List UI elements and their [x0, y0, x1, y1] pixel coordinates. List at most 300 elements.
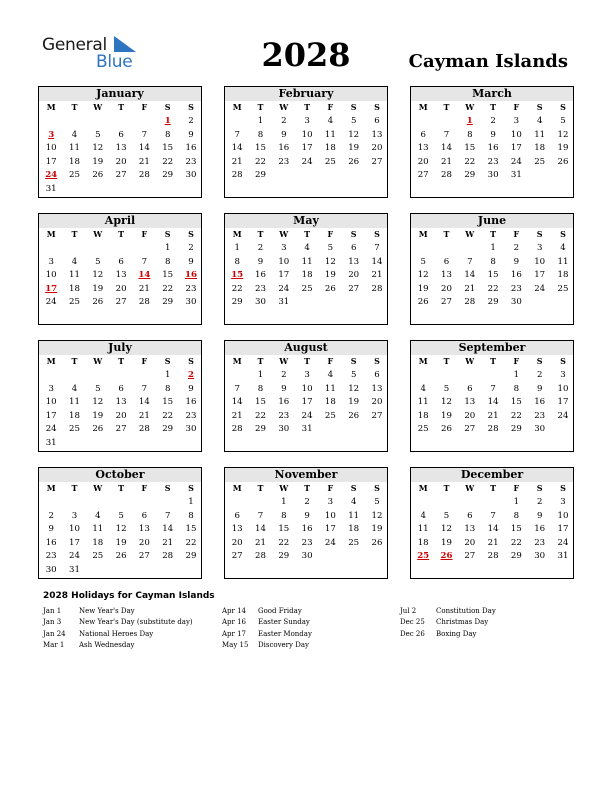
day-cell: 21	[371, 270, 383, 281]
day-cell: 7	[257, 510, 264, 521]
day-cell: 13	[138, 524, 150, 535]
day-cell: 6	[141, 510, 148, 521]
weekday-header: S	[164, 483, 171, 493]
day-cell: 11	[301, 256, 313, 267]
day-cell: 24	[69, 551, 80, 562]
day-cell: 27	[371, 410, 383, 421]
day-cell: 28	[231, 170, 243, 181]
day-cell: 23	[534, 537, 546, 548]
day-cell: 17	[69, 537, 80, 548]
day-cell: 21	[138, 283, 150, 294]
weekday-header-row	[39, 228, 201, 240]
day-cell: 3	[281, 243, 287, 253]
day-cell: 10	[324, 510, 336, 521]
day-cell: 27	[464, 551, 476, 562]
month-title: November	[225, 468, 387, 482]
day-cell: 11	[417, 524, 429, 535]
day-cell: 14	[371, 256, 383, 267]
weekday-header: T	[118, 483, 125, 493]
holidays-title: 2028 Holidays for Cayman Islands	[43, 591, 215, 601]
day-cell: 28	[138, 424, 150, 435]
day-cell: 4	[327, 116, 334, 126]
day-cell: 15	[255, 397, 266, 408]
day-cell: 29	[162, 424, 174, 435]
month-july	[38, 340, 202, 452]
day-cell: 30	[255, 297, 266, 308]
day-cell: 27	[417, 170, 429, 181]
month-title: August	[225, 341, 387, 355]
day-cell: 24	[510, 156, 522, 167]
day-cell: 13	[464, 397, 476, 408]
day-cell: 19	[557, 143, 569, 154]
day-cell: 2	[281, 370, 287, 380]
day-cell: 3	[304, 116, 310, 126]
day-cell: 7	[443, 129, 450, 140]
day-cell: 25	[92, 551, 104, 562]
weekday-header: T	[71, 102, 78, 112]
day-cell: 27	[371, 156, 383, 167]
day-cell: 9	[490, 129, 496, 140]
day-cell: 12	[92, 397, 104, 408]
day-cell: 23	[534, 410, 546, 421]
day-cell: 7	[374, 243, 380, 253]
day-cell: 16	[487, 143, 499, 154]
day-cell: 8	[513, 510, 520, 521]
day-cell: 12	[115, 524, 127, 535]
day-cell: 6	[234, 510, 240, 521]
weekday-header: T	[304, 102, 311, 112]
holiday-name: Easter Sunday	[258, 618, 310, 627]
weekday-header: T	[257, 356, 264, 366]
day-cell: 3	[304, 370, 310, 380]
weekday-header: S	[536, 356, 543, 366]
day-cell: 16	[255, 270, 266, 281]
day-cell: 28	[138, 297, 150, 308]
day-cell: 30	[534, 551, 546, 562]
day-cell: 15	[510, 524, 522, 535]
day-cell: 30	[487, 170, 499, 181]
weekday-header: F	[513, 483, 520, 493]
day-cell: 1	[257, 370, 264, 380]
holiday-date: Mar 1	[43, 640, 65, 649]
day-cell: 7	[467, 256, 473, 267]
day-cell: 14	[487, 524, 499, 535]
day-cell: 30	[510, 297, 522, 308]
day-cell: 17	[278, 270, 290, 281]
day-cell: 7	[234, 129, 240, 140]
day-cell: 4	[71, 129, 78, 140]
day-cell: 21	[231, 410, 243, 421]
day-cell: 17	[557, 524, 569, 535]
day-cell: 18	[417, 410, 429, 421]
day-cell: 3	[536, 243, 543, 253]
day-cell: 5	[95, 129, 101, 140]
weekday-header: T	[304, 229, 311, 239]
day-cell: 4	[327, 370, 334, 380]
day-cell: 5	[95, 383, 101, 394]
day-cell: 15	[255, 143, 266, 154]
month-september	[410, 340, 574, 452]
day-cell: 4	[304, 243, 310, 253]
holiday-date: Dec 25	[400, 618, 425, 627]
holiday-day-cell: 15	[231, 270, 244, 281]
weekday-header: M	[46, 229, 56, 239]
day-cell: 23	[185, 156, 197, 167]
day-cell: 10	[301, 383, 313, 394]
day-cell: 11	[69, 397, 80, 408]
day-cell: 16	[278, 143, 290, 154]
day-cell: 19	[92, 410, 104, 421]
weekday-header: W	[93, 483, 103, 493]
weekday-header: F	[327, 356, 334, 366]
day-cell: 4	[420, 510, 426, 521]
day-cell: 9	[281, 383, 287, 394]
holiday-date: Jan 3	[43, 618, 62, 627]
day-cell: 6	[374, 116, 380, 126]
day-cell: 18	[324, 397, 336, 408]
day-cell: 9	[281, 129, 287, 140]
day-cell: 17	[45, 410, 57, 421]
day-cell: 12	[92, 270, 104, 281]
country-name: Cayman Islands	[408, 51, 568, 72]
holiday-name: National Heroes Day	[79, 629, 154, 638]
day-cell: 20	[371, 143, 383, 154]
day-cell: 29	[278, 551, 290, 562]
day-cell: 16	[278, 397, 290, 408]
holiday-name: Ash Wednesday	[79, 640, 135, 649]
month-title: April	[39, 214, 201, 228]
day-cell: 12	[348, 129, 360, 140]
day-cell: 26	[557, 156, 569, 167]
day-cell: 3	[48, 383, 54, 394]
day-cell: 2	[188, 243, 194, 253]
weekday-header: S	[350, 483, 357, 493]
day-cell: 18	[69, 410, 80, 421]
day-cell: 7	[141, 129, 148, 140]
weekday-header: T	[490, 356, 497, 366]
day-cell: 11	[92, 524, 104, 535]
day-cell: 30	[185, 297, 197, 308]
day-cell: 8	[281, 510, 287, 521]
day-cell: 17	[510, 143, 522, 154]
weekday-header: F	[327, 102, 334, 112]
day-cell: 15	[278, 524, 290, 535]
weekday-header: S	[164, 102, 171, 112]
day-cell: 17	[534, 270, 546, 281]
weekday-header: S	[536, 483, 543, 493]
day-cell: 11	[348, 510, 360, 521]
day-cell: 23	[301, 537, 313, 548]
day-cell: 19	[348, 143, 360, 154]
day-cell: 28	[138, 170, 150, 181]
day-cell: 5	[374, 497, 380, 507]
month-june	[410, 213, 574, 325]
holiday-day-cell: 26	[440, 551, 453, 562]
day-cell: 8	[513, 383, 520, 394]
day-cell: 21	[138, 156, 150, 167]
day-cell: 22	[278, 537, 290, 548]
day-cell: 11	[534, 129, 546, 140]
weekday-header: S	[560, 102, 566, 112]
day-cell: 23	[487, 156, 499, 167]
day-cell: 3	[71, 510, 78, 521]
day-cell: 10	[45, 270, 57, 281]
weekday-header: F	[141, 229, 148, 239]
holiday-date: Apr 14	[222, 607, 247, 615]
month-title: February	[225, 87, 387, 101]
day-cell: 2	[304, 497, 310, 507]
day-cell: 15	[510, 397, 522, 408]
day-cell: 6	[443, 256, 450, 267]
day-cell: 8	[234, 256, 240, 267]
day-cell: 26	[115, 551, 127, 562]
day-cell: 29	[185, 551, 197, 562]
holiday-date: May 15	[222, 640, 249, 649]
day-cell: 31	[557, 551, 569, 562]
day-cell: 16	[185, 143, 197, 154]
month-october	[38, 467, 202, 579]
day-cell: 28	[231, 424, 243, 435]
day-cell: 13	[115, 397, 127, 408]
weekday-header-row	[225, 101, 387, 113]
holiday-day-cell: 14	[138, 270, 151, 281]
day-cell: 13	[417, 143, 429, 154]
weekday-header: M	[232, 102, 242, 112]
day-cell: 20	[115, 410, 127, 421]
day-cell: 22	[255, 410, 266, 421]
holiday-name: New Year's Day	[79, 607, 135, 615]
holiday-name: Easter Monday	[258, 629, 312, 638]
day-cell: 26	[371, 537, 383, 548]
day-cell: 31	[278, 297, 290, 308]
day-cell: 8	[164, 129, 171, 140]
day-cell: 4	[536, 116, 543, 126]
weekday-header: S	[536, 229, 543, 239]
day-cell: 9	[188, 256, 194, 267]
day-cell: 20	[115, 156, 127, 167]
day-cell: 1	[490, 243, 496, 253]
day-cell: 25	[557, 283, 569, 294]
day-cell: 13	[371, 129, 383, 140]
day-cell: 8	[164, 256, 171, 267]
weekday-header: T	[443, 229, 450, 239]
day-cell: 19	[441, 537, 452, 548]
day-cell: 17	[557, 397, 569, 408]
day-cell: 27	[138, 551, 150, 562]
day-cell: 9	[188, 129, 194, 140]
day-cell: 15	[487, 270, 499, 281]
day-cell: 27	[115, 424, 127, 435]
day-cell: 1	[513, 370, 520, 380]
weekday-header: F	[327, 229, 334, 239]
weekday-header: W	[465, 356, 475, 366]
month-march	[410, 86, 574, 198]
day-cell: 3	[327, 497, 334, 507]
weekday-header: S	[374, 229, 380, 239]
day-cell: 1	[188, 497, 194, 507]
day-cell: 19	[417, 283, 429, 294]
day-cell: 21	[487, 410, 499, 421]
day-cell: 10	[45, 143, 57, 154]
day-cell: 1	[257, 116, 264, 126]
day-cell: 8	[164, 383, 171, 394]
day-cell: 9	[304, 510, 310, 521]
weekday-header: M	[418, 229, 428, 239]
logo-text-blue: Blue	[96, 52, 133, 72]
weekday-header: T	[71, 483, 78, 493]
day-cell: 22	[162, 283, 174, 294]
weekday-header: W	[465, 483, 475, 493]
day-cell: 25	[301, 283, 313, 294]
day-cell: 11	[417, 397, 429, 408]
day-cell: 17	[301, 397, 313, 408]
day-cell: 20	[464, 537, 476, 548]
day-cell: 25	[417, 424, 429, 435]
day-cell: 29	[255, 170, 266, 181]
day-cell: 13	[441, 270, 452, 281]
day-cell: 21	[255, 537, 266, 548]
day-cell: 30	[185, 170, 197, 181]
day-cell: 2	[257, 243, 264, 253]
weekday-header: T	[443, 483, 450, 493]
day-cell: 20	[371, 397, 383, 408]
day-cell: 24	[301, 410, 313, 421]
weekday-header: S	[164, 229, 171, 239]
day-cell: 7	[490, 510, 496, 521]
day-cell: 16	[301, 524, 313, 535]
day-cell: 21	[138, 410, 150, 421]
day-cell: 5	[350, 116, 357, 126]
weekday-header: W	[465, 102, 475, 112]
weekday-header: M	[418, 356, 428, 366]
day-cell: 10	[534, 256, 546, 267]
weekday-header-row	[39, 482, 201, 494]
day-cell: 20	[464, 410, 476, 421]
holiday-date: Jul 2	[400, 607, 417, 615]
day-cell: 10	[510, 129, 522, 140]
day-cell: 5	[420, 256, 426, 267]
day-cell: 26	[441, 424, 452, 435]
day-cell: 27	[464, 424, 476, 435]
day-cell: 29	[231, 297, 243, 308]
day-cell: 21	[464, 283, 476, 294]
holiday-date: Apr 16	[222, 618, 247, 627]
day-cell: 27	[115, 170, 127, 181]
day-cell: 19	[441, 410, 452, 421]
day-cell: 4	[420, 383, 426, 394]
day-cell: 24	[278, 283, 290, 294]
holiday-day-cell: 2	[188, 370, 194, 380]
holiday-date: Jan 24	[43, 629, 66, 638]
weekday-header: T	[490, 229, 497, 239]
weekday-header: T	[118, 102, 125, 112]
holiday-day-cell: 1	[466, 116, 473, 126]
day-cell: 28	[255, 551, 266, 562]
day-cell: 3	[48, 256, 54, 267]
day-cell: 28	[487, 424, 499, 435]
weekday-header: T	[443, 102, 450, 112]
day-cell: 20	[417, 156, 429, 167]
day-cell: 7	[490, 383, 496, 394]
weekday-header: S	[188, 229, 194, 239]
weekday-header: M	[232, 356, 242, 366]
weekday-header: S	[536, 102, 543, 112]
day-cell: 20	[231, 537, 243, 548]
day-cell: 12	[371, 510, 383, 521]
weekday-header: W	[279, 356, 289, 366]
holiday-date: Jan 1	[43, 607, 62, 615]
day-cell: 1	[164, 243, 171, 253]
day-cell: 8	[257, 129, 264, 140]
day-cell: 15	[162, 270, 174, 281]
day-cell: 2	[281, 116, 287, 126]
month-title: January	[39, 87, 201, 101]
day-cell: 23	[278, 156, 290, 167]
weekday-header: W	[279, 102, 289, 112]
weekday-header: S	[560, 356, 566, 366]
day-cell: 29	[510, 424, 522, 435]
day-cell: 31	[45, 184, 57, 194]
holiday-day-cell: 24	[45, 170, 58, 181]
day-cell: 22	[487, 283, 499, 294]
month-title: July	[39, 341, 201, 355]
holiday-day-cell: 25	[417, 551, 430, 562]
day-cell: 16	[510, 270, 522, 281]
month-title: May	[225, 214, 387, 228]
day-cell: 23	[510, 283, 522, 294]
weekday-header: F	[513, 102, 520, 112]
day-cell: 17	[45, 156, 57, 167]
holiday-day-cell: 17	[45, 283, 58, 294]
day-cell: 29	[162, 297, 174, 308]
month-december	[410, 467, 574, 579]
day-cell: 25	[324, 156, 336, 167]
holiday-day-cell: 1	[164, 116, 171, 126]
day-cell: 27	[231, 551, 243, 562]
day-cell: 9	[513, 256, 520, 267]
day-cell: 28	[371, 283, 383, 294]
weekday-header-row	[411, 228, 573, 240]
day-cell: 18	[92, 537, 104, 548]
day-cell: 13	[231, 524, 243, 535]
month-november	[224, 467, 388, 579]
day-cell: 9	[536, 383, 543, 394]
holiday-name: Boxing Day	[436, 629, 477, 638]
day-cell: 11	[557, 256, 569, 267]
day-cell: 4	[560, 243, 566, 253]
day-cell: 29	[255, 424, 266, 435]
day-cell: 1	[164, 370, 171, 380]
day-cell: 18	[324, 143, 336, 154]
day-cell: 19	[348, 397, 360, 408]
day-cell: 22	[231, 283, 243, 294]
day-cell: 16	[534, 397, 546, 408]
day-cell: 11	[324, 383, 336, 394]
day-cell: 17	[301, 143, 313, 154]
day-cell: 25	[69, 424, 80, 435]
holiday-day-cell: 3	[48, 129, 55, 140]
day-cell: 24	[324, 537, 336, 548]
weekday-header: W	[93, 102, 103, 112]
day-cell: 1	[513, 497, 520, 507]
weekday-header: T	[257, 229, 264, 239]
day-cell: 14	[231, 397, 243, 408]
day-cell: 10	[278, 256, 290, 267]
weekday-header: M	[46, 102, 56, 112]
day-cell: 5	[443, 510, 450, 521]
day-cell: 26	[417, 297, 429, 308]
weekday-header: M	[232, 229, 242, 239]
